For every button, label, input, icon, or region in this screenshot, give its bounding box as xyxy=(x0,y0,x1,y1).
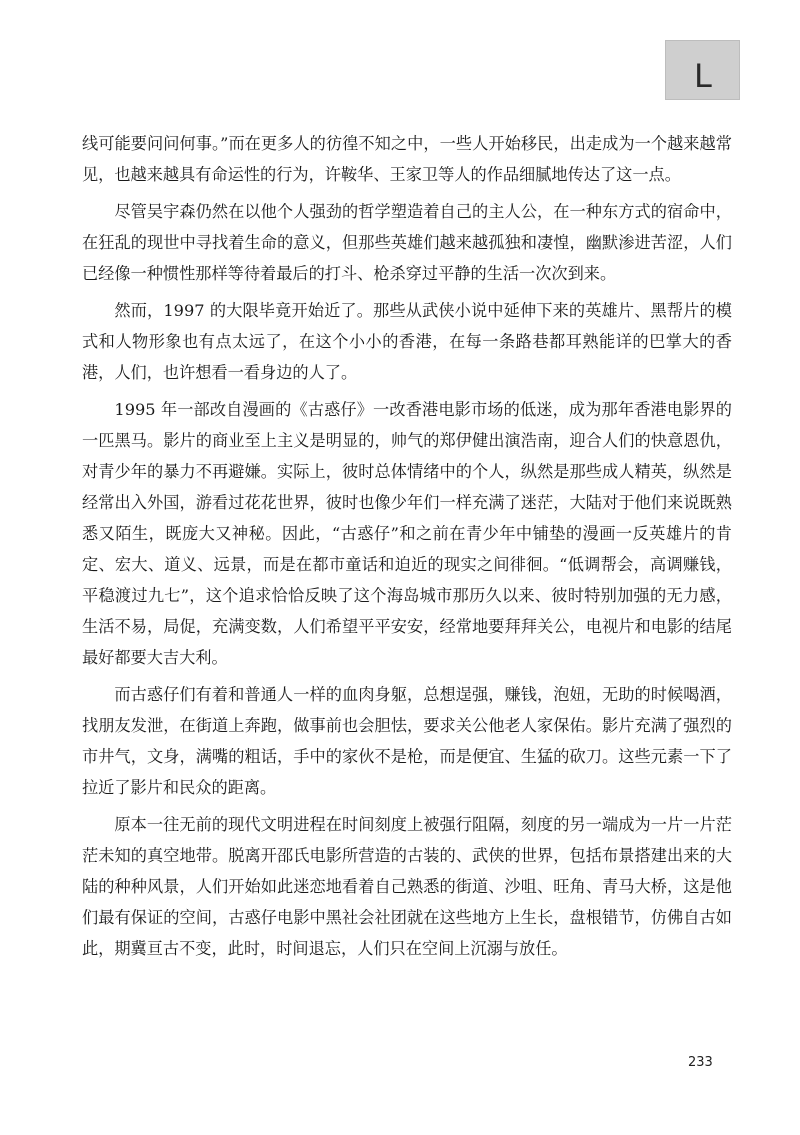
paragraph: 尽管吴宇森仍然在以他个人强劲的哲学塑造着自己的主人公，在一种东方式的宿命中，在狂乱的现世中寻找着生命的意义，但那些英雄们越来越孤独和凄惶，幽默渗进苦涩，人们已经像一种惯性那样等待着最后的打斗、枪杀穿过平静的生活一次次到来。 xyxy=(82,202,732,283)
page-body xyxy=(82,128,732,970)
chapter-corner-letter: L xyxy=(694,57,712,95)
paragraph: 原本一往无前的现代文明进程在时间刻度上被强行阻隔，刻度的另一端成为一片一片茫茫未知的真空地带。脱离开邵氏电影所营造的古装的、武侠的世界，包括布景搭建出来的大陆的种种风景，人们开始如此迷恋地看着自己熟悉的街道、沙咀、旺角、青马大桥，这是他们最有保证的空间，古惑仔电影中黑社会社团就在这些地方上生长，盘根错节，仿佛自古如此，期冀亘古不变，此时，时间退忘，人们只在空间上沉溺与放任。 xyxy=(82,815,732,958)
page-number: 233 xyxy=(688,1055,713,1070)
paragraph: 而古惑仔们有着和普通人一样的血肉身躯，总想逞强，赚钱，泡妞，无助的时候喝酒，找朋友发泄，在街道上奔跑，做事前也会胆怯，要求关公他老人家保佑。影片充满了强烈的市井气，文身，满嘴的粗话，手中的家伙不是枪，而是便宜、生猛的砍刀。这些元素一下了拉近了影片和民众的距离。 xyxy=(82,685,732,797)
paragraph-continuation: 线可能要问问何事。”而在更多人的彷徨不知之中，一些人开始移民，出走成为一个越来越常见，也越来越具有命运性的行为，许鞍华、王家卫等人的作品细腻地传达了这一点。 xyxy=(82,134,732,184)
paragraph: 1995 年一部改自漫画的《古惑仔》一改香港电影市场的低迷，成为那年香港电影界的一匹黑马。影片的商业至上主义是明显的，帅气的郑伊健出演浩南，迎合人们的快意恩仇，对青少年的暴力不再避嫌。实际上，彼时总体情绪中的个人，纵然是那些成人精英，纵然是经常出入外国，游看过花花世界，彼时也像少年们一样充满了迷茫，大陆对于他们来说既熟悉又陌生，既庞大又神秘。因此，“古惑仔”和之前在青少年中铺垫的漫画一反英雄片的肯定、宏大、道义、远景，而是在都市童话和迫近的现实之间徘徊。“低调帮会，高调赚钱，平稳渡过九七”，这个追求恰恰反映了这个海岛城市那历久以来、彼时特别加强的无力感，生活不易，局促，充满变数，人们希望平平安安，经常地要拜拜关公，电视片和电影的结尾最好都要大吉大利。 xyxy=(82,400,732,667)
paragraph: 然而，1997 的大限毕竟开始近了。那些从武侠小说中延伸下来的英雄片、黑帮片的模式和人物形象也有点太远了，在这个小小的香港，在每一条路巷都耳熟能详的巴掌大的香港，人们，也许想看一看身边的人了。 xyxy=(82,301,732,382)
